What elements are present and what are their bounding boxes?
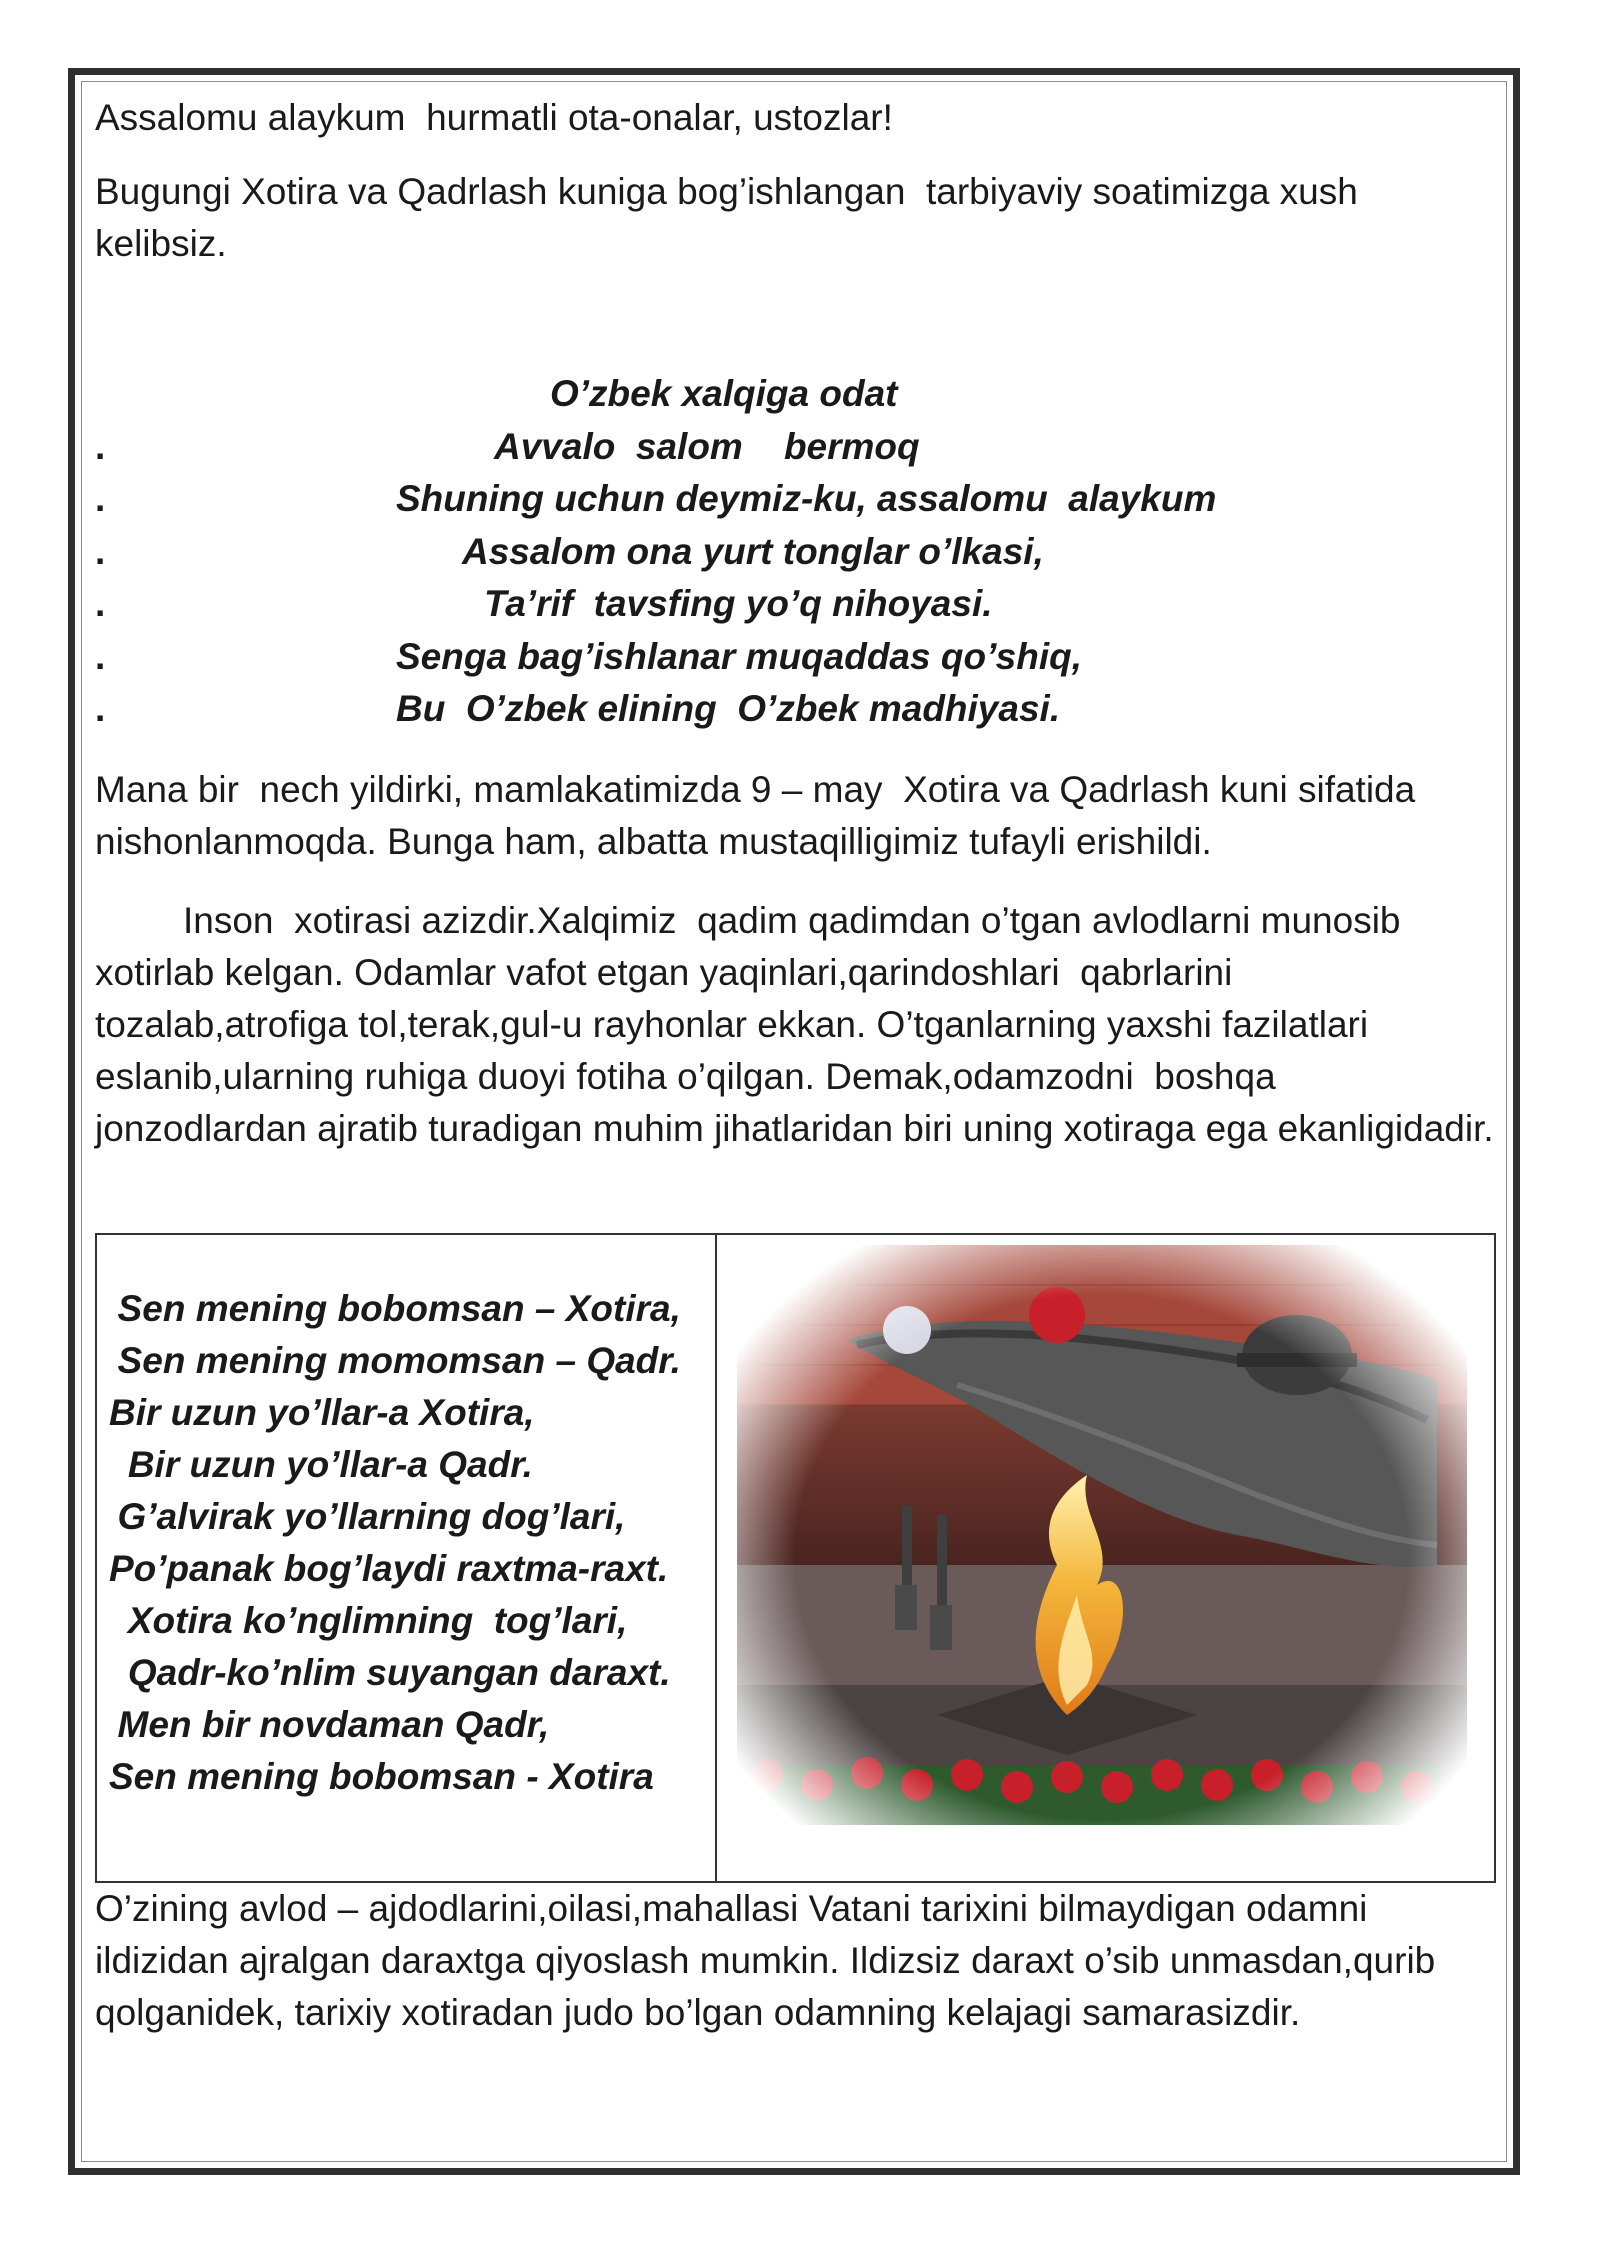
roots-paragraph-block	[95, 1883, 1495, 2039]
verse-line: Sen mening momomsan – Qadr.	[97, 1340, 681, 1381]
poem-line-text: Ta’rif tavsfing yo’q nihoyasi.	[484, 583, 993, 624]
memory-paragraph	[95, 895, 1495, 1155]
holiday-paragraph: Mana bir nech yildirki, mamlakatimizda 9 – may Xotira va Qadrlash kuni sifatida nishonlanmoqda. Bunga ham, albatta mustaqilligimiz tufayli erishildi.	[95, 769, 1426, 862]
poem-bullet: .	[95, 478, 106, 519]
verse-photo-table	[95, 1233, 1496, 1883]
poem-bullet: .	[95, 688, 106, 729]
poem-bullet: .	[95, 530, 106, 572]
memory-paragraph-block	[95, 895, 1495, 1155]
poem-line	[95, 578, 1435, 631]
verse-cell	[97, 1235, 717, 1881]
photo-cell	[717, 1235, 1494, 1881]
verse-line: Bir uzun yo’llar-a Xotira,	[109, 1392, 535, 1433]
eternal-flame-memorial-image	[737, 1245, 1467, 1869]
poem-line	[95, 631, 1435, 684]
intro	[95, 92, 1495, 270]
poem	[95, 368, 1435, 736]
poem-line-text: O’zbek xalqiga odat	[550, 373, 898, 414]
poem-line-text: Bu O’zbek elining O’zbek madhiyasi.	[396, 688, 1061, 729]
verse-line: Sen mening bobomsan – Xotira,	[97, 1288, 681, 1329]
poem-line	[95, 526, 1435, 579]
roots-paragraph: O’zining avlod – ajdodlarini,oilasi,mahallasi Vatani tarixini bilmaydigan odamni ildizidan ajralgan daraxtga qiyoslash mumkin. Ildizsiz daraxt o’sib unmasdan,qurib qolganidek, tarixiy xotiradan judo bo’lgan odamning kelajagi samarasizdir.	[95, 1888, 1446, 2033]
holiday-paragraph-block	[95, 764, 1495, 868]
verse-line: G’alvirak yo’llarning dog’lari,	[97, 1496, 626, 1537]
verse-line: Men bir novdaman Qadr,	[97, 1704, 550, 1745]
verse-line: Po’panak bog’laydi raxtma-raxt.	[109, 1548, 669, 1589]
poem-line-text: Shuning uchun deymiz-ku, assalomu alaykum	[396, 478, 1217, 519]
welcome-text: Bugungi Xotira va Qadrlash kuniga bog’ishlangan tarbiyaviy soatimizga xush kelibsiz.	[95, 171, 1369, 264]
poem-line-text: Avvalo salom bermoq	[494, 425, 920, 467]
verse-line: Sen mening bobomsan - Xotira	[109, 1756, 654, 1797]
verse-line: Xotira ko’nglimning tog’lari,	[97, 1600, 628, 1641]
verse-line: Qadr-ko’nlim suyangan daraxt.	[97, 1652, 671, 1693]
poem-bullet: .	[95, 583, 106, 624]
poem-bullet: .	[95, 425, 106, 467]
poem-bullet: .	[95, 635, 106, 677]
greeting-text: Assalomu alaykum hurmatli ota-onalar, ustozlar!	[95, 97, 893, 138]
poem-line	[95, 421, 1435, 474]
poem-line-text: Assalom ona yurt tonglar o’lkasi,	[462, 530, 1044, 572]
poem-line	[95, 473, 1435, 526]
verse-line: Bir uzun yo’llar-a Qadr.	[97, 1444, 533, 1485]
poem-line-text: Senga bag’ishlanar muqaddas qo’shiq,	[396, 635, 1083, 677]
poem-line	[95, 683, 1435, 736]
poem-line	[95, 368, 1435, 421]
memory-paragraph-text: Inson xotirasi azizdir.Xalqimiz qadim qadimdan o’tgan avlodlarni munosib xotirlab kelgan. Odamlar vafot etgan yaqinlari,qarindoshlari qabrlarini tozalab,atrofiga tol,terak,gul-u rayhonlar ekkan. O’tganlarning yaxshi fazilatlari eslanib,ularning ruhiga duoyi fotiha o’qilgan. Demak,odamzodni boshqa jonzodlardan ajratib turadigan muhim jihatlaridan biri uning xotiraga ega ekanligidadir.	[95, 900, 1494, 1149]
